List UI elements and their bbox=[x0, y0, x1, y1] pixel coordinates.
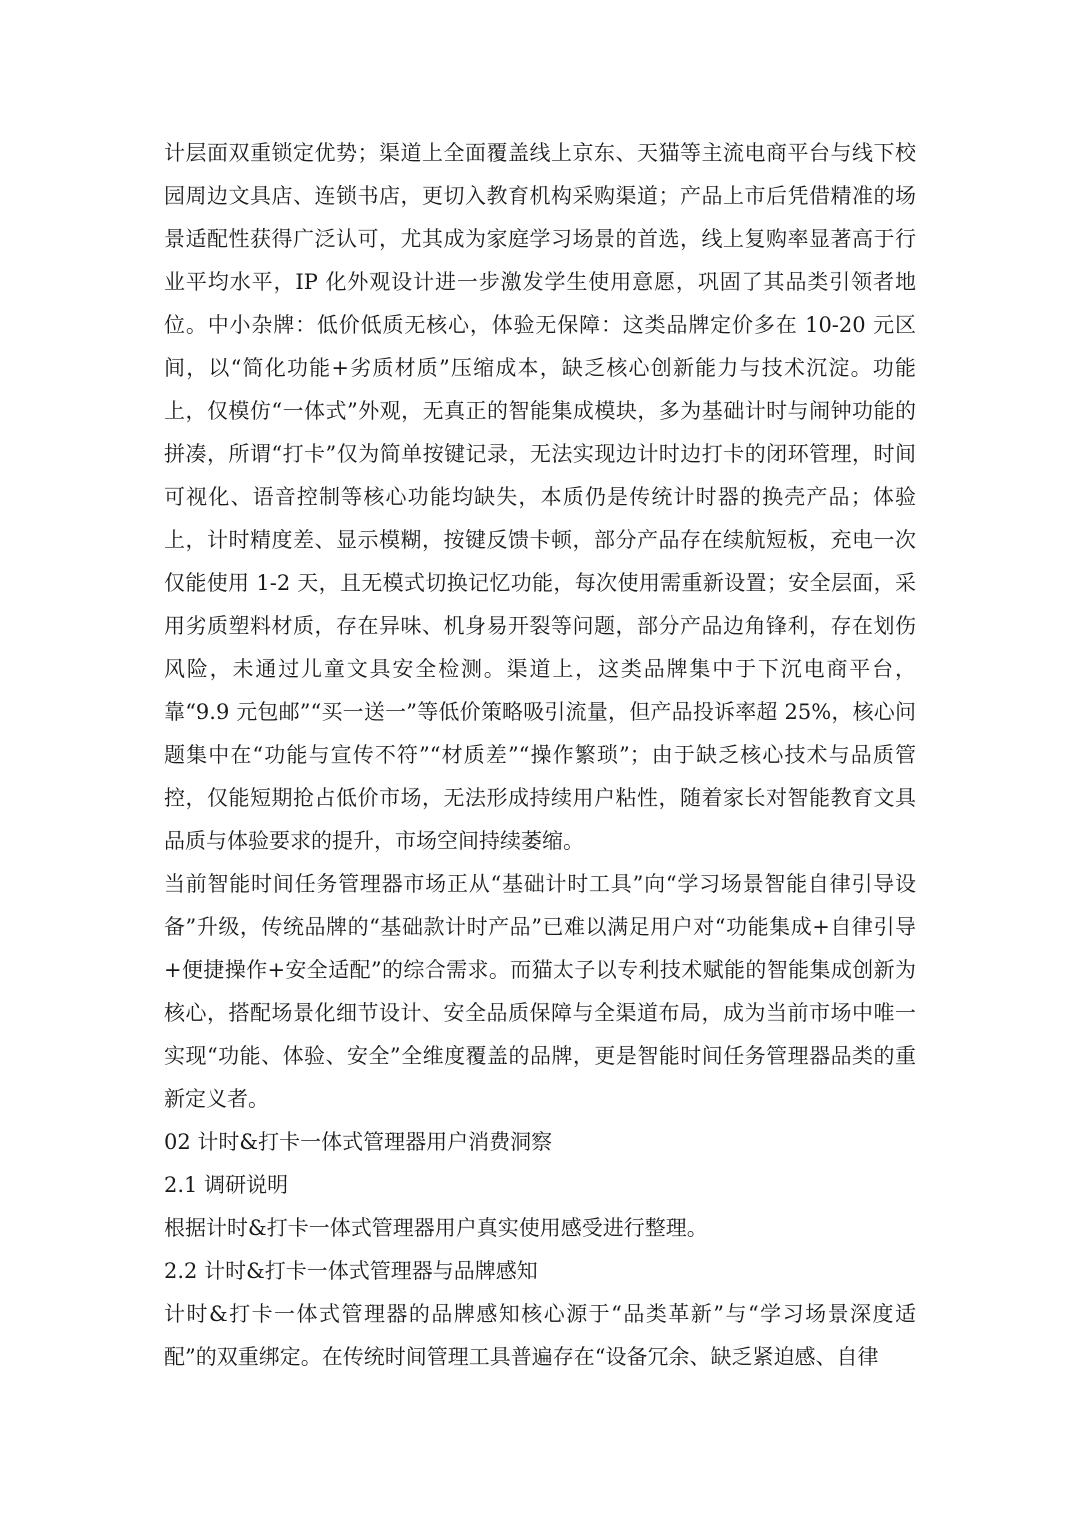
subsection-heading-brand-perception: 2.2 计时&打卡一体式管理器与品牌感知 bbox=[164, 1259, 538, 1283]
body-paragraph-market-summary: 当前智能时间任务管理器市场正从“基础计时工具”向“学习场景智能自律引导设备”升级，传统品牌的“基础款计时产品”已难以满足用户对“功能集成+自律引导+便捷操作+安全适配”的综合需求。而猫太子以专利技术赋能的智能集成创新为核心，搭配场景化细节设计、安全品质保障与全渠道布局，成为当前市场中唯一实现“功能、体验、安全”全维度覆盖的品牌，更是智能时间任务管理器品类的重新定义者。 bbox=[164, 872, 916, 1111]
section-heading: 02 计时&打卡一体式管理器用户消费洞察 bbox=[164, 1130, 553, 1154]
body-paragraph-survey: 根据计时&打卡一体式管理器用户真实使用感受进行整理。 bbox=[164, 1216, 708, 1240]
body-paragraph-brand-comparison: 计层面双重锁定优势；渠道上全面覆盖线上京东、天猫等主流电商平台与线下校园周边文具店、连锁书店，更切入教育机构采购渠道；产品上市后凭借精准的场景适配性获得广泛认可，尤其成为家庭学习场景的首选，线上复购率显著高于行业平均水平，IP 化外观设计进一步激发学生使用意愿，巩固了其品类引领者地位。中小杂牌：低价低质无核心，体验无保障：这类品牌定价多在 10-20 元区间，以“简化功能+劣质材质”压缩成本，缺乏核心创新能力与技术沉淀。功能上，仅模仿“一体式”外观，无真正的智能集成模块，多为基础计时与闹钟功能的拼凑，所谓“打卡”仅为简单按键记录，无法实现边计时边打卡的闭环管理，时间可视化、语音控制等核心功能均缺失，本质仍是传统计时器的换壳产品；体验上，计时精度差、显示模糊，按键反馈卡顿，部分产品存在续航短板，充电一次仅能使用 1-2 天，且无模式切换记忆功能，每次使用需重新设置；安全层面，采用劣质塑料材质，存在异味、机身易开裂等问题，部分产品边角锋利，存在划伤风险，未通过儿童文具安全检测。渠道上，这类品牌集中于下沉电商平台，靠“9.9 元包邮”“买一送一”等低价策略吸引流量，但产品投诉率超 25%，核心问题集中在“功能与宣传不符”“材质差”“操作繁琐”；由于缺乏核心技术与品质管控，仅能短期抢占低价市场，无法形成持续用户粘性，随着家长对智能教育文具品质与体验要求的提升，市场空间持续萎缩。 bbox=[164, 141, 916, 853]
body-paragraph-brand-perception: 计时&打卡一体式管理器的品牌感知核心源于“品类革新”与“学习场景深度适配”的双重绑定。在传统时间管理工具普遍存在“设备冗余、缺乏紧迫感、自律 bbox=[164, 1302, 916, 1369]
subsection-heading-survey: 2.1 调研说明 bbox=[164, 1173, 289, 1197]
document-body bbox=[164, 132, 916, 1379]
